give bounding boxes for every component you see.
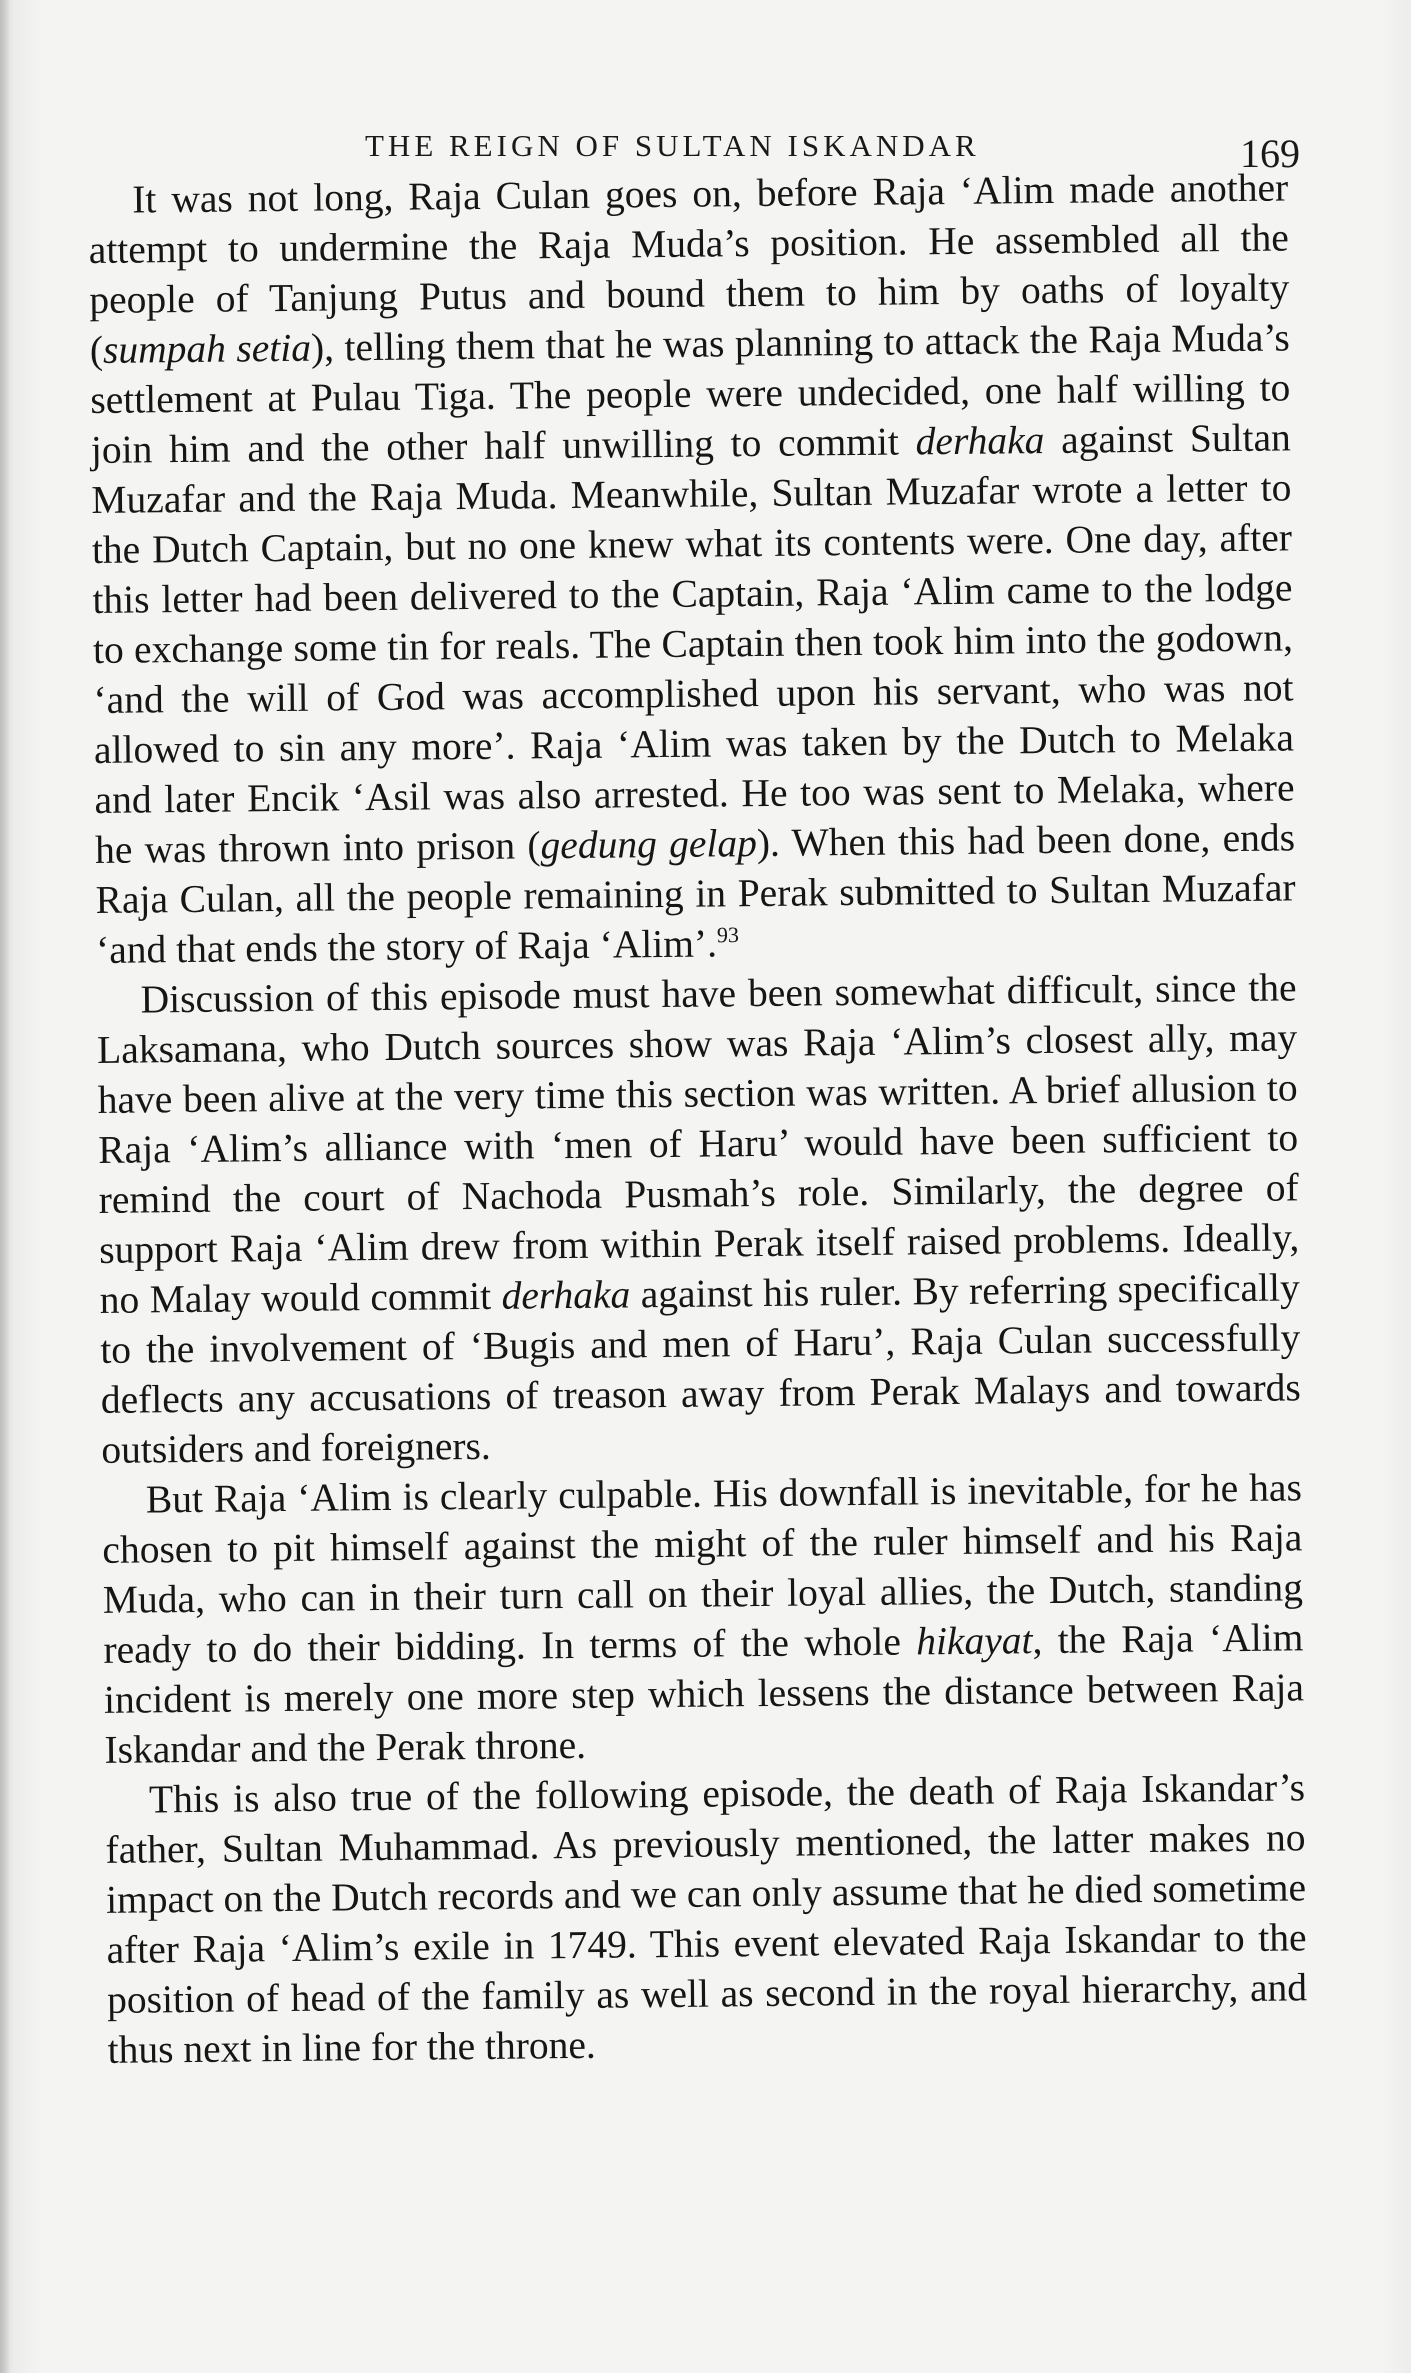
paragraph: It was not long, Raja Culan goes on, before Raja ‘Alim made another attempt to undermine the Raja Muda’s position. He assembled all the people of Tanjung Putus and bound them to him by oaths of loyalty (sumpah setia), telling them that he was planning to attack the Raja Muda’s settlement at Pulau Tiga. The people were undecided, one half willing to join him and the other half unwilling to commit derhaka against Sultan Muzafar and the Raja Muda. Meanwhile, Sultan Muzafar wrote a letter to the Dutch Captain, but no one knew what its contents were. One day, after this letter had been delivered to the Captain, Raja ‘Alim came to the lodge to exchange some tin for reals. The Captain then took him into the godown, ‘and the will of God was accomplished upon his servant, who was not allowed to sin any more’. Raja ‘Alim was taken by the Dutch to Melaka and later Encik ‘Asil was also arrested. He too was sent to Melaka, where he was thrown into prison (gedung gelap). When this had been done, ends Raja Culan, all the people remaining in Perak submitted to Sultan Muzafar ‘and that ends the story of Raja ‘Alim’.$^{93}$ — [88, 165, 1296, 972]
page-number: 169 — [1240, 131, 1300, 176]
footnote-marker: 93 — [716, 922, 739, 948]
paragraph: But Raja ‘Alim is clearly culpable. His downfall is inevitable, for he has chosen to pit himself against the might of the ruler himself and his Raja Muda, who can in their turn call on their loyal allies, the Dutch, standing ready to do their bidding. In terms of the whole hikayat, the Raja ‘Alim incident is merely one more step which lessens the distance between Raja Iskandar and the Perak throne. — [102, 1465, 1305, 1772]
paragraph: Discussion of this episode must have been somewhat difficult, since the Laksamana, who Dutch sources show was Raja ‘Alim’s closest ally, may have been alive at the very time this section was written. A brief allusion to Raja ‘Alim’s alliance with ‘men of Haru’ would have been sufficient to remind the court of Nachoda Pusmah’s role. Similarly, the degree of support Raja ‘Alim drew from within Perak itself raised problems. Ideally, no Malay would commit derhaka against his ruler. By referring specifically to the involvement of ‘Bugis and men of Haru’, Raja Culan successfully deflects any accusations of treason away from Perak Malays and towards outsiders and foreigners. — [96, 965, 1301, 1472]
page-gutter-shadow — [0, 0, 10, 2373]
body-text — [88, 162, 1308, 2074]
running-head: THE REIGN OF SULTAN ISKANDAR — [365, 128, 980, 163]
paragraph: This is also true of the following episode, the death of Raja Iskandar’s father, Sultan Muhammad. As previously mentioned, the latter makes no impact on the Dutch records and we can only assume that he died sometime after Raja ‘Alim’s exile in 1749. This event elevated Raja Iskandar to the position of head of the family as well as second in the royal hierarchy, and thus next in line for the throne. — [105, 1765, 1308, 2072]
